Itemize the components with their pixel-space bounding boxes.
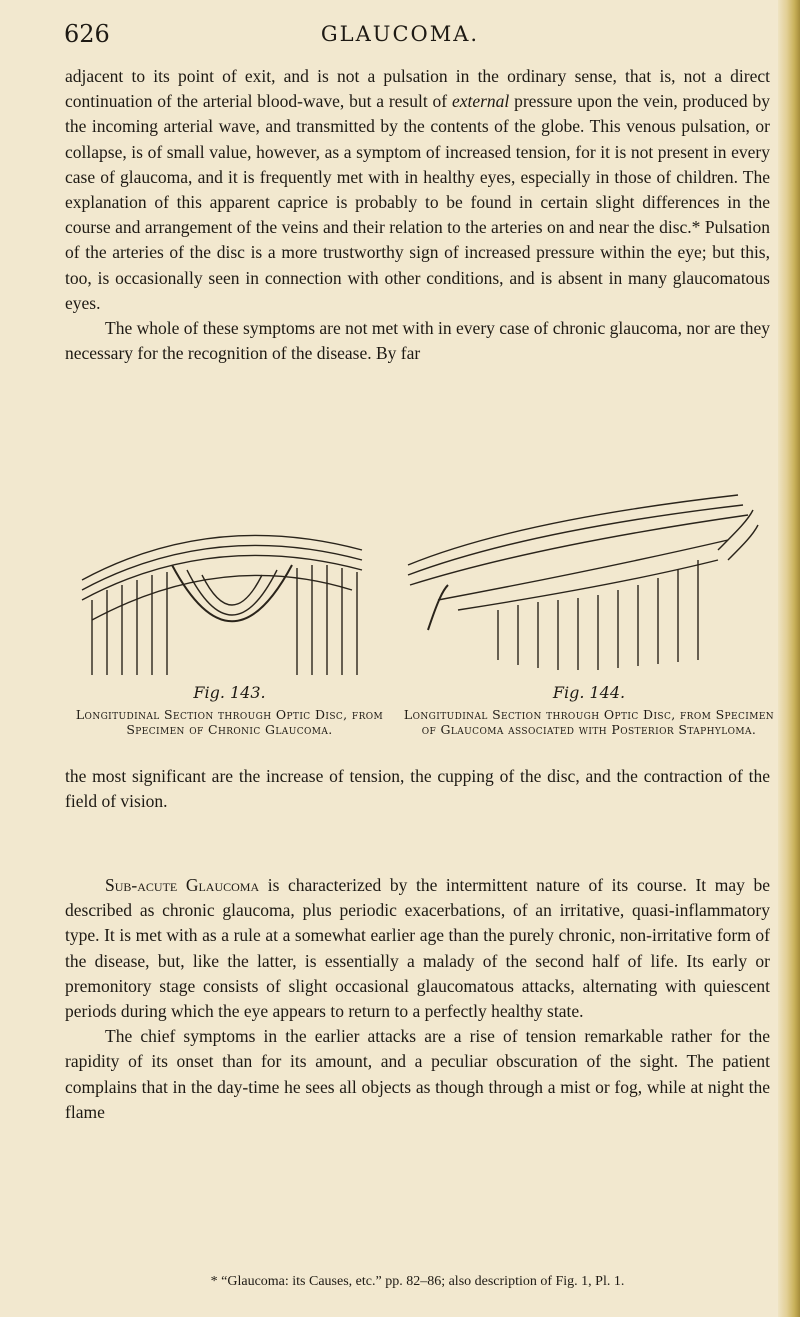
emphasis-external: external [451,91,510,112]
page-number: 626 [64,20,110,48]
figure-143-label: Fig. 143. [193,683,266,702]
text-block-middle [65,764,770,814]
figure-143-caption: Longitudinal Section through Optic Disc, from Specimen of Chronic Glaucoma. [75,707,384,737]
page-header [0,20,800,60]
figure-144 [398,490,780,737]
paragraph-5: The chief symptoms in the earlier attacks are a rise of tension remarkable rather for the rapidity of its onset than for its amount, and a peculiar obscuration of the sight. The patient complains that in the day-time he sees all objects as though through a mist or fog, while at night the flame [65,1026,770,1122]
figure-144-caption: Longitudinal Section through Optic Disc, from Specimen of Glaucoma associated with Posterior Staphyloma. [403,707,775,737]
running-head: GLAUCOMA. [320,22,480,46]
figure-143 [62,490,397,737]
paragraph-3: the most significant are the increase of tension, the cupping of the disc, and the contraction of the field of vision. [65,766,770,812]
page-edge [778,0,800,1317]
text-block-bottom [65,873,770,1125]
paragraph-1: adjacent to its point of exit, and is not a pulsation in the ordinary sense, that is, not a direct continuation of the arterial blood-wave, but a result of external pressure upon the vein, produced by the incoming arterial wave, and transmitted by the contents of the globe. This venous pulsation, or collapse, is of small value, however, as a symptom of increased tension, for it is not present in every case of glaucoma, and it is frequently met with in healthy eyes, especially in those of children. The explanation of this apparent caprice is probably to be found in certain slight differences in the course and arrangement of the veins and their relation to the arteries on and near the disc.* Pulsation of the arteries of the disc is a more trustworthy sign of increased pressure within the eye; but this, too, is occasionally seen in connection with other conditions, and is absent in many glaucomatous eyes. [65,66,771,313]
paragraph-4: Sub-acute Glaucoma is characterized by the intermittent nature of its course. It may be described as chronic glaucoma, plus periodic exacerbations, of an irritative, quasi-inflammatory type. It is met with as a rule at a somewhat earlier age than the purely chronic, non-irritative form of the disease, but, like the latter, is essentially a malady of the second half of life. Its early or premonitory stage consists of slight occasional glaucomatous attacks, alternating with quiescent periods during which the eye appears to return to a perfectly healthy state. [65,875,770,1022]
optic-disc-section-143-illustration [62,490,397,680]
paragraph-2: The whole of these symptoms are not met with in every case of chronic glaucoma, nor are they necessary for the recognition of the disease. By far [65,318,770,364]
footnote: * “Glaucoma: its Causes, etc.” pp. 82–86; also description of Fig. 1, Pl. 1. [210,1274,625,1289]
figure-144-label: Fig. 144. [552,683,626,702]
optic-disc-section-144-illustration [398,490,780,680]
section-heading-subacute: Sub-acute Glaucoma [105,875,260,895]
text-block-top [65,64,770,366]
